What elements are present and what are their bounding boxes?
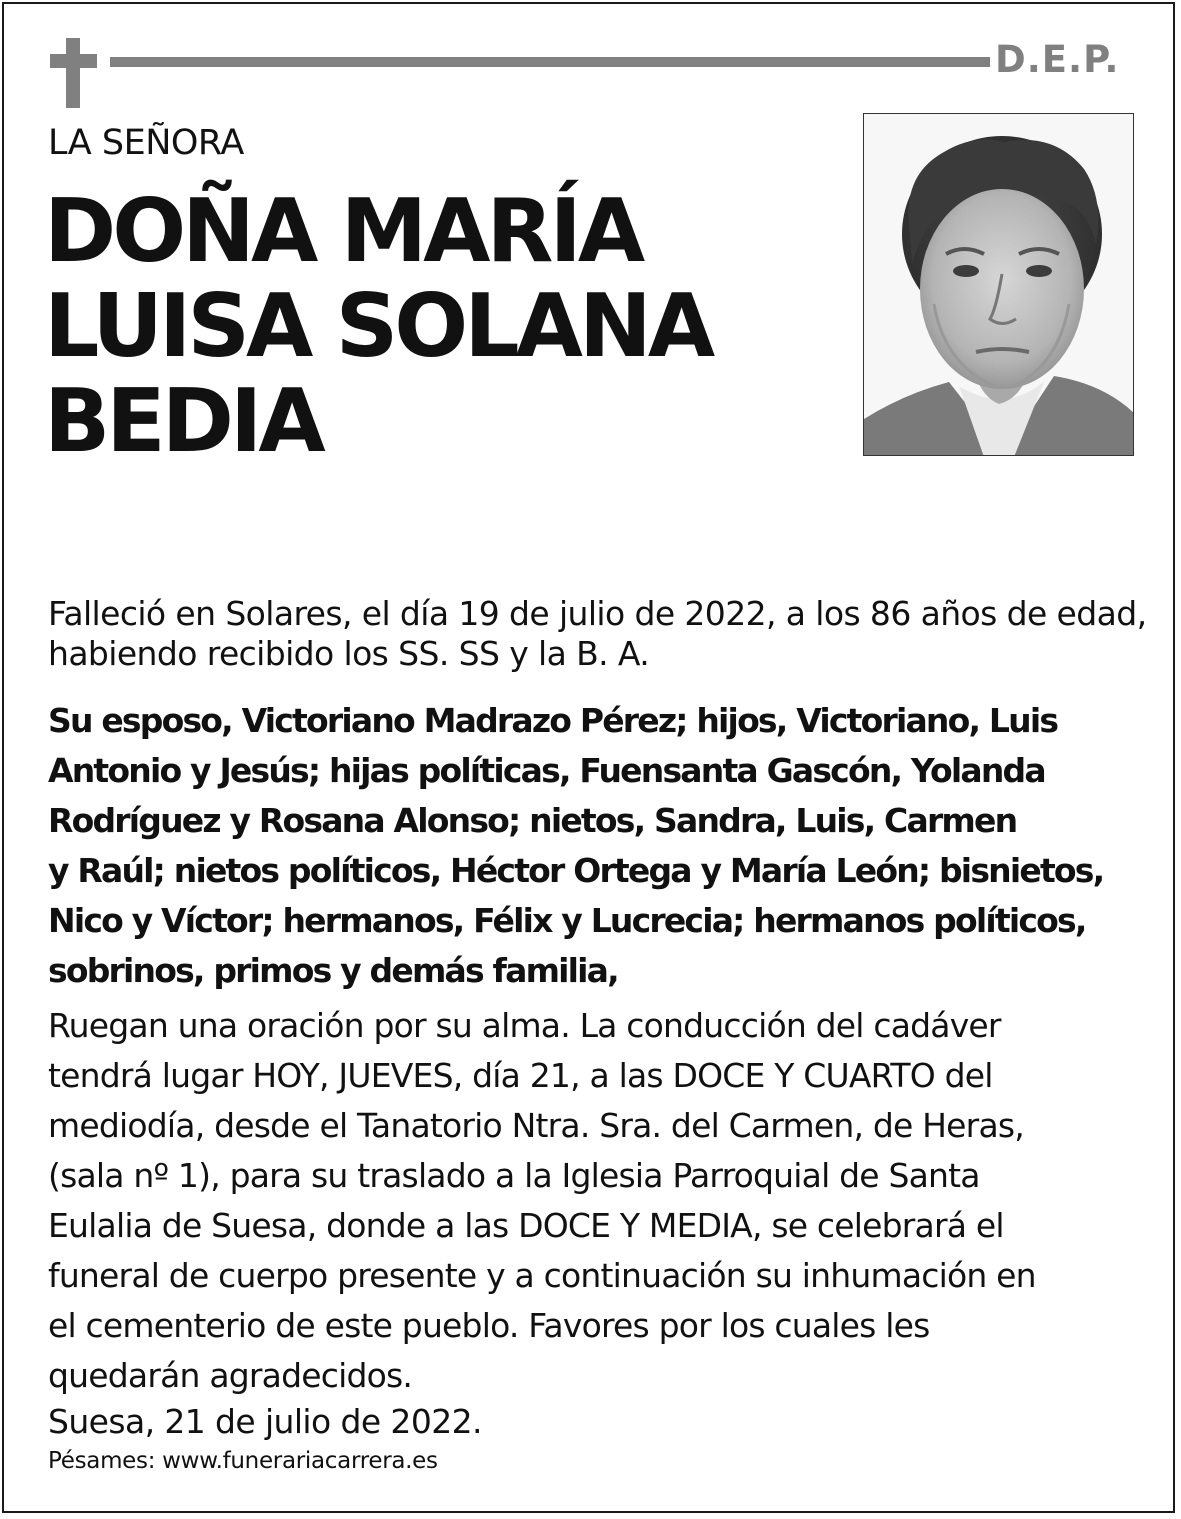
cross-icon-bar <box>50 54 97 68</box>
portrait-photo <box>863 113 1134 456</box>
name-line-2: LUISA SOLANA <box>44 275 712 377</box>
deceased-name <box>44 180 844 472</box>
place-and-date: Suesa, 21 de julio de 2022. <box>48 1402 482 1441</box>
condolences-link[interactable]: Pésames: www.funerariacarrera.es <box>48 1448 438 1474</box>
dep-label: D.E.P. <box>995 38 1120 81</box>
death-notice: Falleció en Solares, el día 19 de julio de 2022, a los 86 años de edad, habiendo recibido los SS. SS y la B. A. <box>48 594 1147 673</box>
family-list: Su esposo, Victoriano Madrazo Pérez; hijos, Victoriano, Luis Antonio y Jesús; hijas políticas, Fuensanta Gascón, Yolanda Rodríguez y Rosana Alonso; nietos, Sandra, Luis, Carmen y Raúl; nietos políticos, Héctor Ortega y María León; bisnietos, Nico y Víctor; hermanos, Félix y Lucrecia; hermanos políticos, sobrinos, primos y demás familia, <box>48 701 1104 990</box>
header-rule <box>110 57 990 67</box>
cross-icon <box>66 38 80 108</box>
intro-title: LA SEÑORA <box>48 123 244 163</box>
name-line-1: DOÑA MARÍA <box>44 180 642 282</box>
name-line-3: BEDIA <box>44 370 322 472</box>
service-info: Ruegan una oración por su alma. La conducción del cadáver tendrá lugar HOY, JUEVES, día 21, a las DOCE Y CUARTO del mediodía, desde el Tanatorio Ntra. Sra. del Carmen, de Heras, (sala nº 1), para su traslado a la Iglesia Parroquial de Santa Eulalia de Suesa, donde a las DOCE Y MEDIA, se celebrará el funeral de cuerpo presente y a continuación su inhumación en el cementerio de este pueblo. Favores por los cuales les quedarán agradecidos. <box>48 1006 1036 1395</box>
